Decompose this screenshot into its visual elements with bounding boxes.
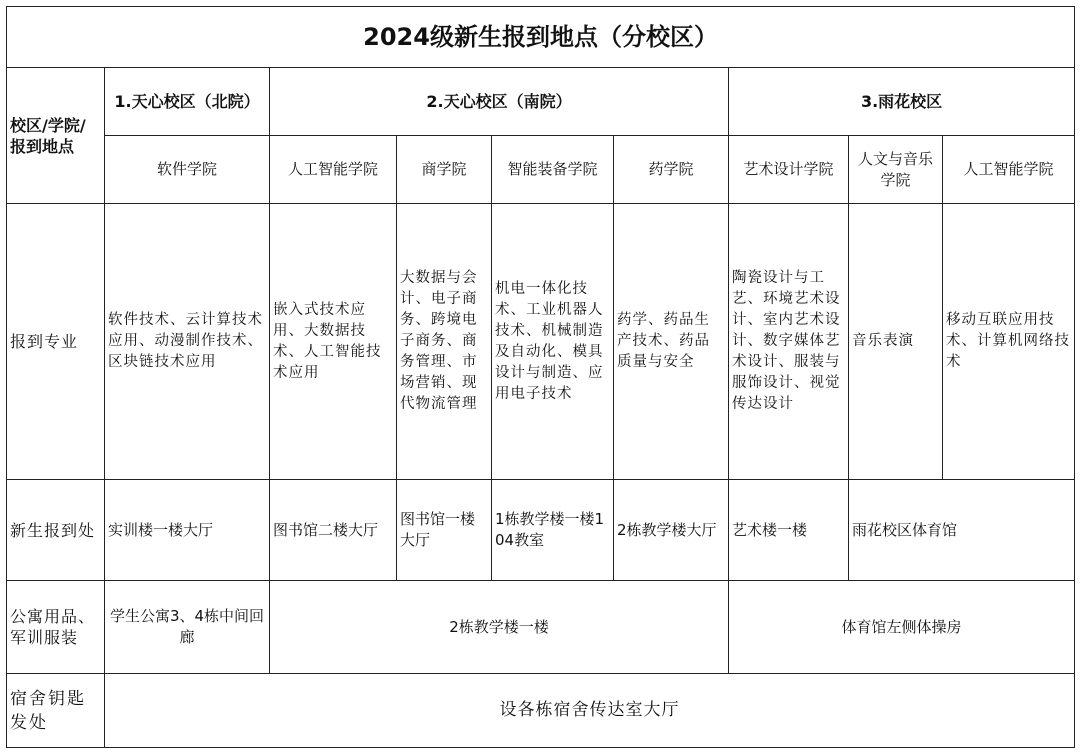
college-business: 商学院 <box>397 136 492 204</box>
college-pharmacy: 药学院 <box>614 136 729 204</box>
campus-row <box>7 68 1075 136</box>
supplies-south: 2栋教学楼一楼 <box>270 581 729 674</box>
majors-intelligent-equipment: 机电一体化技术、工业机器人技术、机械制造及自动化、模具设计与制造、应用电子技术 <box>492 204 614 480</box>
majors-art-design: 陶瓷设计与工艺、环境艺术设计、室内艺术设计、数字媒体艺术设计、服装与服饰设计、视觉传达设计 <box>729 204 849 480</box>
college-humanities-music: 人文与音乐学院 <box>849 136 943 204</box>
supplies-yuhua: 体育馆左侧体操房 <box>729 581 1075 674</box>
checkin-software: 实训楼一楼大厅 <box>105 480 270 581</box>
supplies-row <box>7 581 1075 674</box>
keys-location: 设各栋宿舍传达室大厅 <box>105 674 1075 748</box>
college-art-design: 艺术设计学院 <box>729 136 849 204</box>
campus-tianxin-south: 2.天心校区（南院） <box>270 68 729 136</box>
campus-yuhua: 3.雨花校区 <box>729 68 1075 136</box>
majors-humanities-music: 音乐表演 <box>849 204 943 480</box>
keys-row <box>7 674 1075 748</box>
majors-pharmacy: 药学、药品生产技术、药品质量与安全 <box>614 204 729 480</box>
checkin-art-design: 艺术楼一楼 <box>729 480 849 581</box>
registration-table-sheet <box>6 6 1074 748</box>
college-intelligent-equipment: 智能装备学院 <box>492 136 614 204</box>
checkin-ai-south: 图书馆二楼大厅 <box>270 480 397 581</box>
college-row <box>7 136 1075 204</box>
page-title: 2024级新生报到地点（分校区） <box>7 7 1075 68</box>
college-software: 软件学院 <box>105 136 270 204</box>
row-label-supplies: 公寓用品、军训服装 <box>7 581 105 674</box>
college-ai-south: 人工智能学院 <box>270 136 397 204</box>
row-label-majors: 报到专业 <box>7 204 105 480</box>
checkin-row <box>7 480 1075 581</box>
campus-tianxin-north: 1.天心校区（北院） <box>105 68 270 136</box>
majors-ai-yuhua: 移动互联应用技术、计算机网络技术 <box>943 204 1075 480</box>
title-row <box>7 7 1075 68</box>
row-label-keys: 宿舍钥匙发处 <box>7 674 105 748</box>
supplies-north: 学生公寓3、4栋中间回廊 <box>105 581 270 674</box>
majors-business: 大数据与会计、电子商务、跨境电子商务、商务管理、市场营销、现代物流管理 <box>397 204 492 480</box>
header-label-cell: 校区/学院/报到地点 <box>7 68 105 204</box>
checkin-yuhua-gym: 雨花校区体育馆 <box>849 480 1075 581</box>
registration-table <box>6 6 1075 748</box>
college-ai-yuhua: 人工智能学院 <box>943 136 1075 204</box>
majors-row <box>7 204 1075 480</box>
majors-software: 软件技术、云计算技术应用、动漫制作技术、区块链技术应用 <box>105 204 270 480</box>
checkin-business: 图书馆一楼大厅 <box>397 480 492 581</box>
checkin-intelligent-equipment: 1栋教学楼一楼104教室 <box>492 480 614 581</box>
majors-ai-south: 嵌入式技术应用、大数据技术、人工智能技术应用 <box>270 204 397 480</box>
row-label-checkin: 新生报到处 <box>7 480 105 581</box>
checkin-pharmacy: 2栋教学楼大厅 <box>614 480 729 581</box>
